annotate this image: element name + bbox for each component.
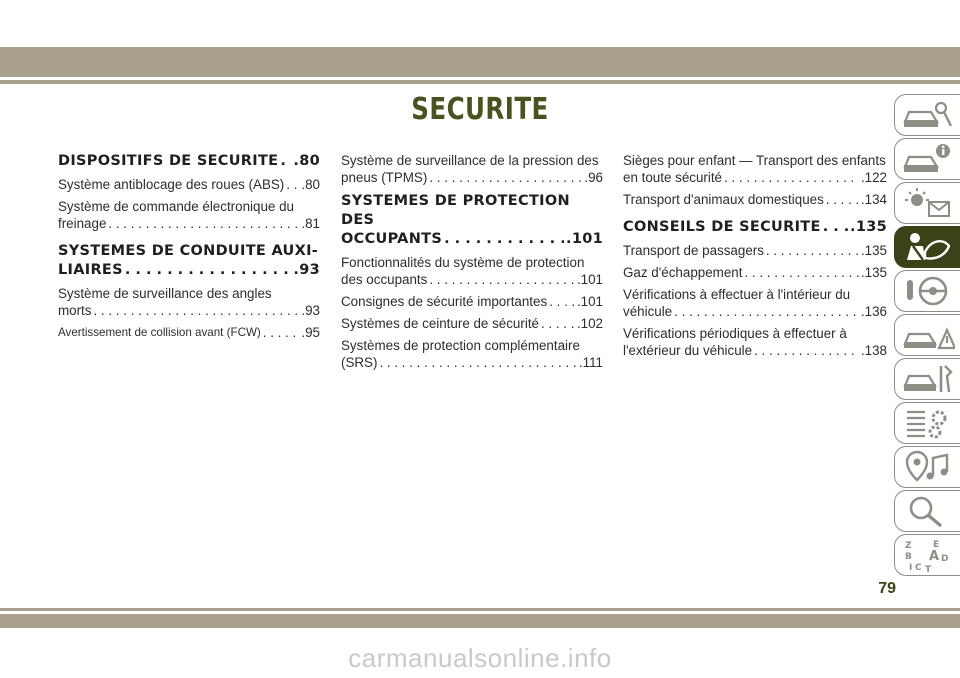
chapter-tab[interactable] (894, 182, 960, 224)
leader-dots (541, 315, 575, 332)
chapter-tab[interactable] (894, 490, 960, 532)
leader-dots (826, 191, 859, 208)
toc-entry[interactable]: Gaz d'échappement . . . .135 (623, 264, 887, 281)
chapter-tab[interactable] (894, 358, 960, 400)
bottom-decorative-line (0, 608, 960, 611)
leader-dots (766, 242, 859, 259)
car-tools-icon (901, 362, 955, 396)
index-letter: Z (905, 541, 912, 551)
index-letter: A (929, 549, 940, 564)
toc-entry[interactable]: Système de commande électronique du freinage . . . .81 (58, 198, 320, 232)
watermark: carmanualsonline.info (348, 643, 612, 673)
index-letter: B (905, 552, 912, 562)
index-letter: C (915, 563, 922, 572)
leader-dots (429, 271, 575, 288)
chapter-tabs (894, 94, 960, 578)
toc-entry[interactable]: Avertissement de collision avant (FCW) . . . .95 (58, 324, 320, 341)
leader-dots (444, 230, 564, 249)
toc-entry[interactable]: Systèmes de ceinture de sécurité . . . .102 (341, 315, 603, 332)
toc-section-heading[interactable]: DISPOSITIFS DE SECURITE . . . .80 (58, 152, 320, 171)
toc-entry[interactable]: Systèmes de protection complémentaire (SRS) . . . .111 (341, 337, 603, 371)
index-letter: D (941, 554, 949, 564)
index-letter: I (909, 563, 913, 572)
index-letter: E (933, 540, 940, 550)
leader-dots (93, 302, 299, 319)
chapter-tab[interactable] (894, 138, 960, 180)
car-key-icon (901, 98, 955, 132)
toc-entry[interactable]: Transport d'animaux domestiques . . . .134 (623, 191, 887, 208)
chapter-tab-active[interactable] (894, 226, 960, 268)
alphabet-index-icon (901, 538, 955, 572)
airbag-seatbelt-icon (901, 230, 955, 264)
toc-section-heading[interactable]: SYSTEMES DE PROTECTION DES OCCUPANTS . . . .101 (341, 192, 603, 249)
warning-lights-icon (901, 186, 955, 220)
multimedia-icon (901, 450, 955, 484)
chapter-tab[interactable] (894, 402, 960, 444)
roadside-warning-icon (901, 318, 955, 352)
index-letter: T (925, 565, 932, 572)
leader-dots (125, 261, 292, 280)
chapter-tab[interactable] (894, 446, 960, 488)
toc-entry[interactable]: Sièges pour enfant — Transport des enfants en toute sécurité . . . .122 (623, 152, 887, 186)
leader-dots (280, 152, 291, 171)
toc-entry[interactable]: Vérifications périodiques à effectuer à l'extérieur du véhicule . . . .138 (623, 325, 887, 359)
leader-dots (108, 215, 299, 232)
page-title: SECURITE (411, 92, 549, 127)
search-icon (901, 494, 955, 528)
leader-dots (724, 169, 859, 186)
maintenance-spec-icon (901, 406, 955, 440)
chapter-tab[interactable] (894, 94, 960, 136)
toc-entry[interactable]: Fonctionnalités du système de protection des occupants . . . .101 (341, 254, 603, 288)
toc-column-2 (341, 152, 603, 376)
toc-entry[interactable]: Consignes de sécurité importantes . . . .101 (341, 293, 603, 310)
toc-section-heading[interactable]: CONSEILS DE SECURITE . . . .135 (623, 218, 887, 237)
toc-entry[interactable]: Vérifications à effectuer à l'intérieur du véhicule . . . .136 (623, 286, 887, 320)
steering-wheel-icon (901, 274, 955, 308)
toc-entry[interactable]: Système de surveillance de la pression des pneus (TPMS) . . . .96 (341, 152, 603, 186)
leader-dots (379, 354, 576, 371)
toc-column-1 (58, 152, 320, 346)
toc-section-heading[interactable]: SYSTEMES DE CONDUITE AUXI- LIAIRES . . . .93 (58, 242, 320, 280)
toc-entry[interactable]: Système antiblocage des roues (ABS) . . . .80 (58, 176, 320, 193)
toc-entry[interactable]: Système de surveillance des angles morts . . . .93 (58, 285, 320, 319)
top-decorative-band (0, 47, 960, 77)
leader-dots (286, 176, 299, 193)
leader-dots (263, 324, 300, 341)
chapter-tab[interactable] (894, 270, 960, 312)
page-number: 79 (878, 580, 896, 597)
car-info-icon (901, 142, 955, 176)
toc-column-3 (623, 152, 887, 364)
leader-dots (754, 342, 859, 359)
leader-dots (674, 303, 859, 320)
chapter-tab[interactable] (894, 314, 960, 356)
leader-dots (744, 264, 859, 281)
leader-dots (823, 218, 848, 237)
chapter-tab[interactable] (894, 534, 960, 576)
bottom-decorative-band (0, 614, 960, 628)
leader-dots (429, 169, 582, 186)
top-decorative-line (0, 80, 960, 84)
leader-dots (549, 293, 575, 310)
toc-entry[interactable]: Transport de passagers . . . .135 (623, 242, 887, 259)
